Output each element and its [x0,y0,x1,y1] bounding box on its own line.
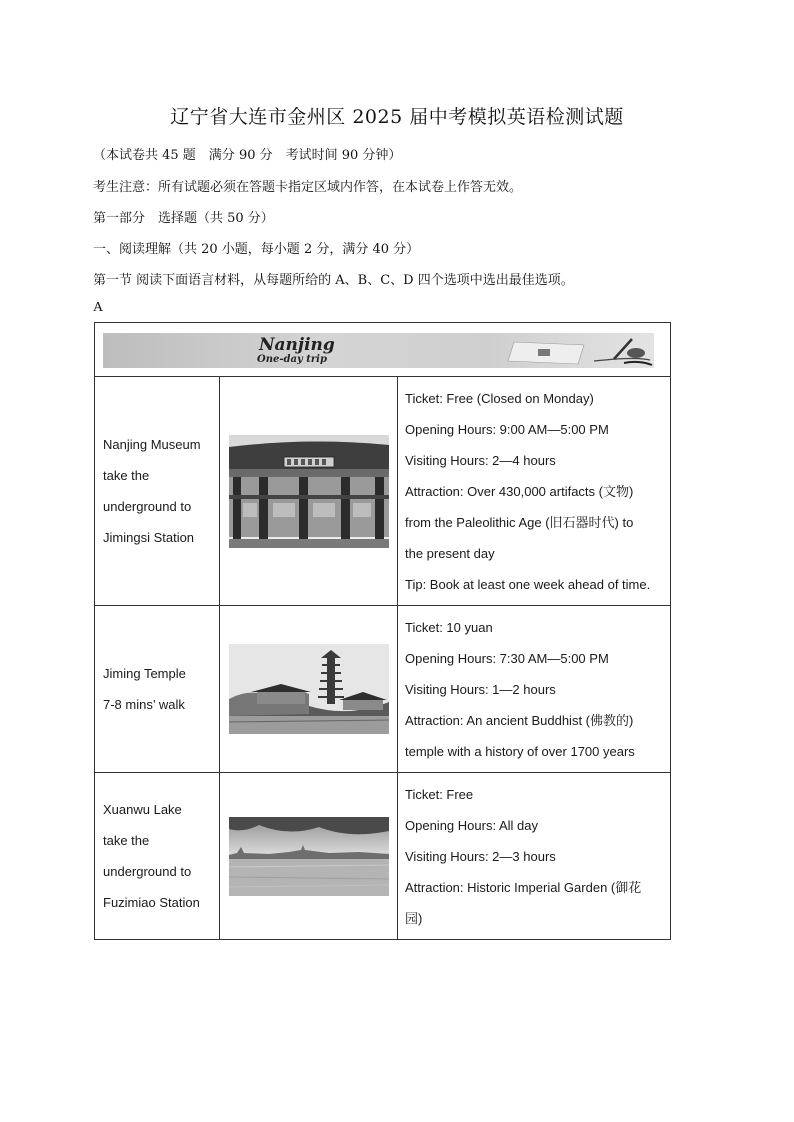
info-line: Ticket: Free [405,786,474,802]
info-line: Opening Hours: 7:30 AM—5:00 PM [405,650,609,666]
info-line: 园) [405,910,423,926]
info-line: from the Paleolithic Age (旧石器时代) to [405,514,634,530]
banner-subtitle: One-day trip [257,354,327,365]
info-line: Ticket: Free (Closed on Monday) [405,390,594,406]
banner-title: Nanjing [259,335,335,355]
info-line: Opening Hours: 9:00 AM—5:00 PM [405,421,609,437]
place-line: take the [103,833,150,848]
place-line: Xuanwu Lake [103,802,182,817]
page-title: 辽宁省大连市金州区 2025 届中考模拟英语检测试题 [170,106,624,128]
info-line: Attraction: An ancient Buddhist (佛教的) [405,712,634,728]
info-line: Visiting Hours: 2—4 hours [405,452,556,468]
instruction: 第一节 阅读下面语言材料，从每题所给的 A、B、C、D 四个选项中选出最佳选项。 [93,273,574,288]
info-line: Attraction: Over 430,000 artifacts (文物) [405,483,634,499]
place-line: take the [103,468,150,483]
banner-cell [95,323,671,377]
place-line: underground to [103,499,192,514]
info-line: Ticket: 10 yuan [405,619,493,635]
trip-banner [103,333,654,368]
part-one-heading: 第一部分 选择题（共 50 分） [93,211,274,226]
table-row [95,773,671,940]
image-cell [220,377,398,606]
passage-label: A [93,300,104,315]
notice: 考生注意：所有试题必须在答题卡指定区域内作答，在本试卷上作答无效。 [93,180,523,195]
info-cell [398,773,671,940]
temple-photo [229,644,389,734]
place-line: Jiming Temple [103,666,186,681]
place-line: underground to [103,864,192,879]
info-line: temple with a history of over 1700 years [405,743,635,759]
place-line: 7-8 mins’ walk [103,697,185,712]
info-line: Opening Hours: All day [405,817,538,833]
table-row [95,377,671,606]
info-cell [398,377,671,606]
info-line: Attraction: Historic Imperial Garden (御花 [405,879,642,895]
exam-info: （本试卷共 45 题 满分 90 分 考试时间 90 分钟） [93,148,402,163]
image-cell [220,606,398,773]
section-one-heading: 一、阅读理解（共 20 小题，每小题 2 分，满分 40 分） [93,242,420,257]
info-cell [398,606,671,773]
place-cell [95,377,220,606]
info-line: Visiting Hours: 2—3 hours [405,848,556,864]
info-line: Tip: Book at least one week ahead of time. [405,576,651,592]
place-cell [95,773,220,940]
place-line: Nanjing Museum [103,437,201,452]
trip-table [94,322,671,940]
place-line: Jimingsi Station [103,530,195,545]
museum-photo [229,435,389,548]
image-cell [220,773,398,940]
info-line: the present day [405,545,495,561]
table-row [95,606,671,773]
place-line: Fuzimiao Station [103,895,200,910]
info-line: Visiting Hours: 1—2 hours [405,681,556,697]
ink-brush-decoration-icon [474,333,654,368]
lake-photo [229,817,389,896]
place-cell [95,606,220,773]
